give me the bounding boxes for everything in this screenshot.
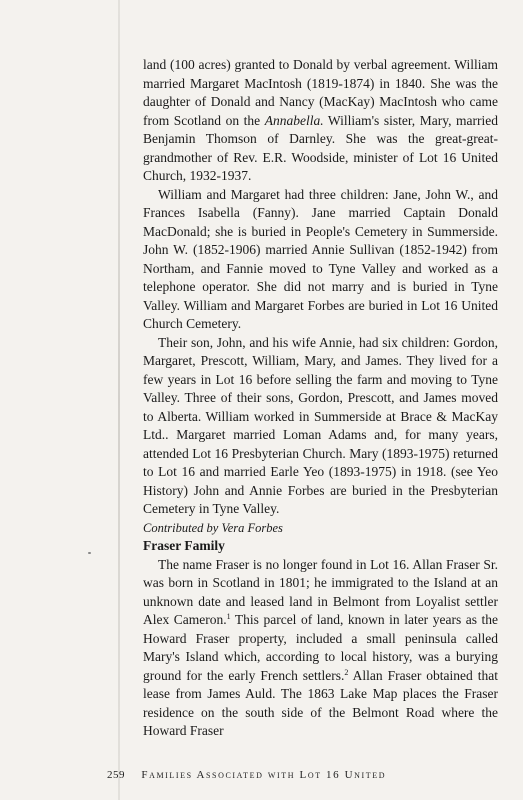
paragraph-3: Their son, John, and his wife Annie, had six children: Gordon, Margaret, Prescott, William, Mary, and James. They lived for a few years in Lot 16 before selling the farm and moving to Tyne Valley. Three of their sons, Gordon, Prescott, and James moved to Alberta. William worked in Summerside at Brace & MacKay Ltd.. Margaret married Loman Adams and, for many years, attended Lot 16 Presbyterian Church. Mary (1893-1975) returned to Lot 16 and married Earle Yeo (1893-1975) in 1918. (see Yeo History) John and Annie Forbes are buried in the Presbyterian Cemetery in Tyne Valley. bbox=[143, 334, 498, 516]
section-heading: Fraser Family bbox=[143, 538, 225, 553]
ship-name: Annabella. bbox=[264, 112, 324, 128]
footnote-ref-2: 2 bbox=[344, 667, 349, 677]
text-column bbox=[143, 56, 498, 741]
paragraph-fraser: The name Fraser is no longer found in Lot 16. Allan Fraser Sr. was born in Scotland in 1801; he immigrated to the Island at an unknown date and leased land in Belmont from Loyalist settler Alex Cameron.$^1$ This parcel of land, known in later years as the Howard Fraser property, included a small peninsula called Mary's Island which, according to local history, was a burying ground for the early French settlers.$^2$ Allan Fraser obtained that lease from James Auld. The 1863 Lake Map places the Fraser residence on the south side of the Belmont Road where the Howard Fraser bbox=[143, 556, 498, 738]
paragraph-1: land (100 acres) granted to Donald by verbal agreement. William married Margaret MacIntosh (1819-1874) in 1840. She was the daughter of Donald and Nancy (MacKay) MacIntosh who came from Scotland on the Annabella. William's sister, Mary, married Benjamin Thomson of Darnley. She was the great-great-grandmother of Rev. E.R. Woodside, minister of Lot 16 United Church, 1932-1937. bbox=[143, 57, 499, 183]
scan-speck bbox=[88, 552, 91, 554]
footnote-ref-1: 1 bbox=[226, 612, 231, 621]
running-title: Families Associated with Lot 16 United bbox=[141, 769, 387, 781]
binding-gutter bbox=[118, 0, 120, 800]
page-number: 259 bbox=[107, 769, 125, 781]
paragraph-2: William and Margaret had three children: Jane, John W., and Frances Isabella (Fanny). Jane married Captain Donald MacDonald; she is buried in People's Cemetery in Summerside. John W. (1852-1906) married Annie Sullivan (1852-1942) from Northam, and Fannie moved to Tyne Valley and worked as a telephone operator. She did not marry and is buried in Tyne Valley. William and Margaret Forbes are buried in Lot 16 United Church Cemetery. bbox=[143, 186, 498, 331]
page-footer bbox=[107, 769, 386, 781]
contributor-credit: Contributed by Vera Forbes bbox=[143, 520, 283, 535]
